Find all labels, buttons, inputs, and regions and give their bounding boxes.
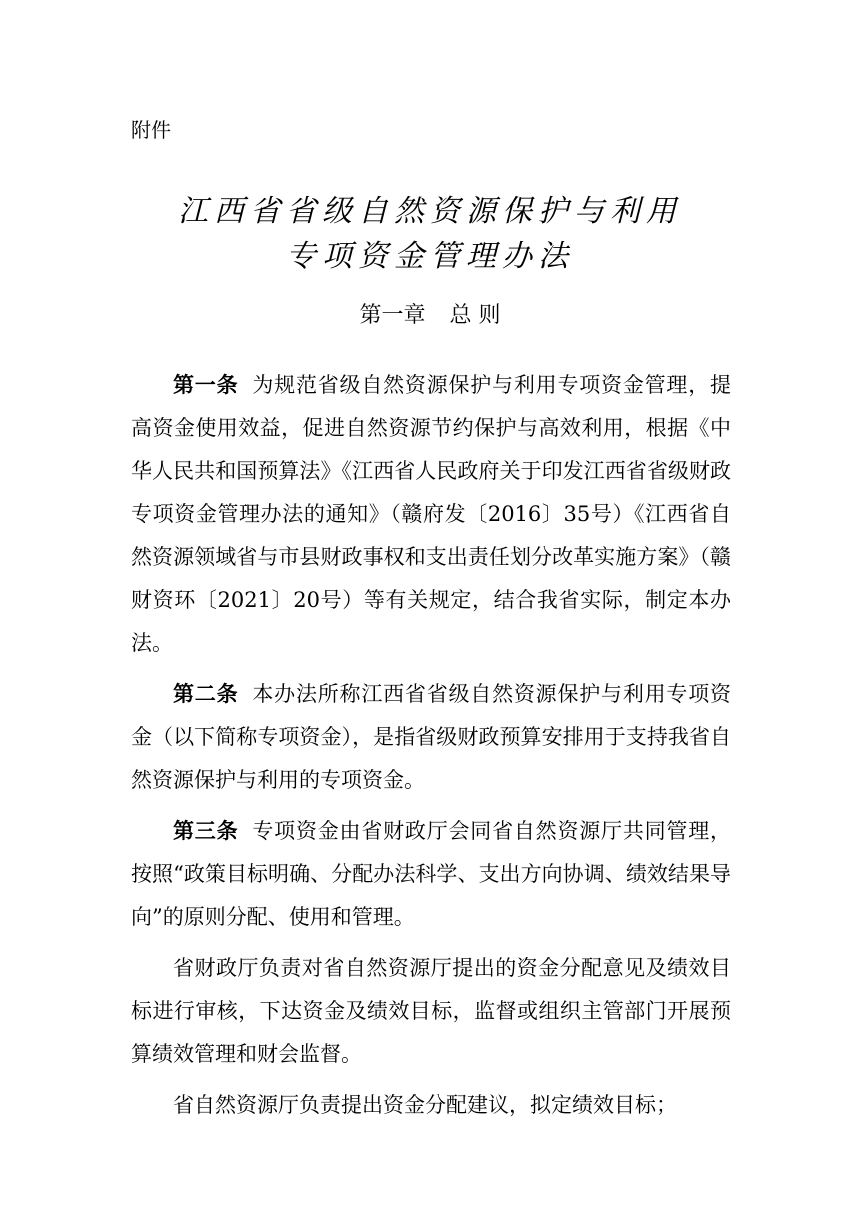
article-label: 第二条 [173,682,239,706]
document-title-line-2: 专项资金管理办法 [286,239,574,274]
body-paragraph: 省自然资源厅负责提出资金分配建议，拟定绩效目标； [173,1093,677,1117]
chapter-number: 第一章 [359,303,426,328]
annex-label: 附件 [131,118,171,142]
chapter-name: 总 则 [449,303,501,328]
article-label: 第一条 [173,373,239,397]
chapter-heading [0,300,860,332]
article-3 [131,810,731,939]
article-1 [131,364,731,665]
article-text: 为规范省级自然资源保护与利用专项资金管理，提高资金使用效益，促进自然资源节约保护与高效利用，根据《中华人民共和国预算法》《江西省人民政府关于印发江西省省级财政专项资金管理办法的通知》（赣府发〔2016〕35号）《江西省自然资源领域省与市县财政事权和支出责任划分改革实施方案》（赣财资环〔2021〕20号）等有关规定，结合我省实际，制定本办法。 [131,373,731,655]
document-body [131,364,731,1135]
document-title-line-1: 江西省省级自然资源保护与利用 [178,194,682,229]
article-2 [131,673,731,802]
body-paragraph: 省财政厅负责对省自然资源厅提出的资金分配意见及绩效目标进行审核，下达资金及绩效目标，监督或组织主管部门开展预算绩效管理和财会监督。 [131,956,731,1066]
article-text: 专项资金由省财政厅会同省自然资源厅共同管理，按照“政策目标明确、分配办法科学、支出方向协调、绩效结果导向”的原则分配、使用和管理。 [131,819,731,929]
article-text: 本办法所称江西省省级自然资源保护与利用专项资金（以下简称专项资金），是指省级财政预算安排用于支持我省自然资源保护与利用的专项资金。 [131,682,731,792]
article-label: 第三条 [173,819,239,843]
